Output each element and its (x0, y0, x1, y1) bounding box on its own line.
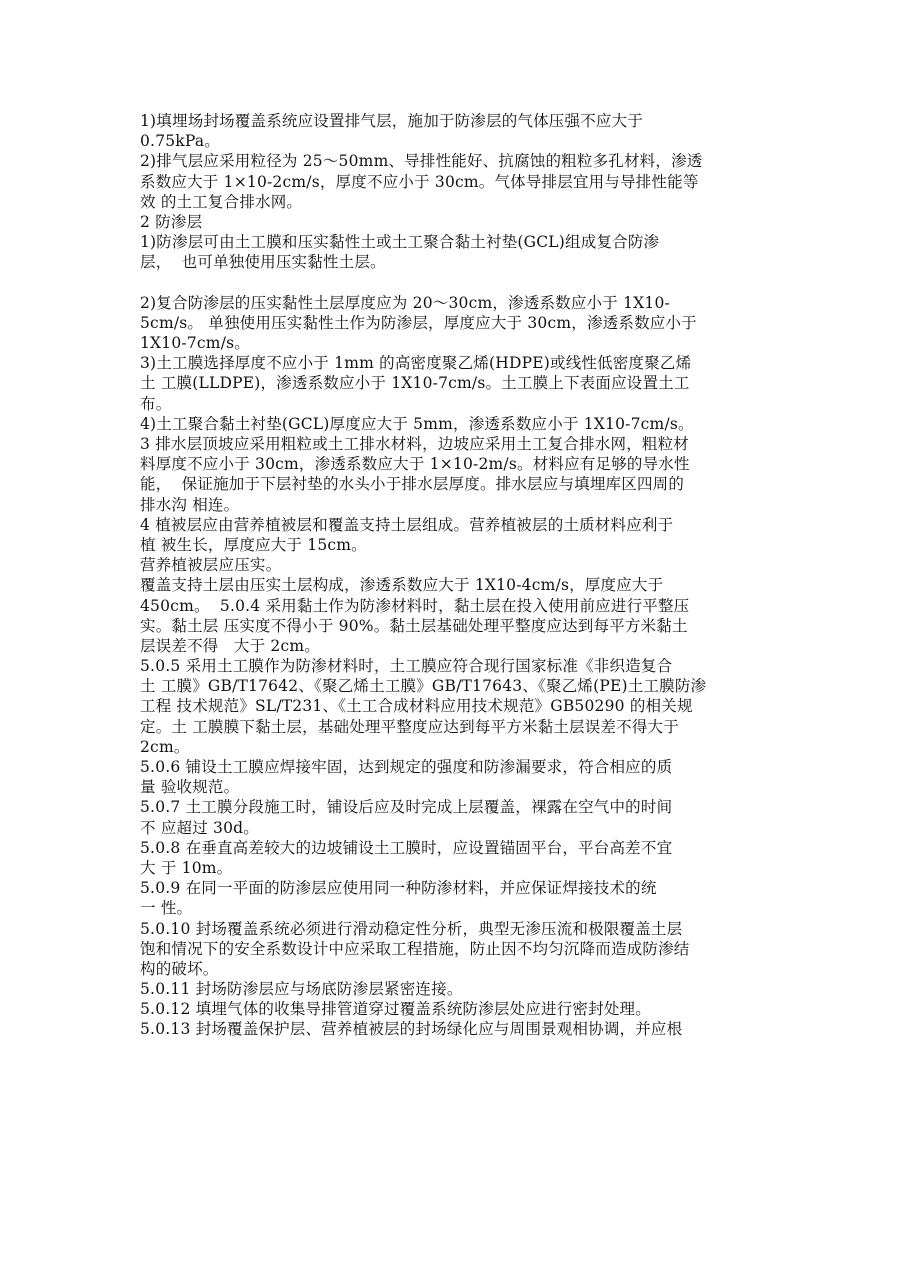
text-line: 0.75kPa。 (140, 132, 220, 151)
section-heading: 2 防渗层 (140, 212, 203, 231)
text-line: 覆盖支持土层由压实土层构成，渗透系数应大于 1X10-4cm/s，厚度应大于 (140, 576, 664, 595)
text-line: 5.0.8 在垂直高差较大的边坡铺设土工膜时，应设置锚固平台，平台高差不宜 (140, 838, 673, 857)
text-line: 5.0.10 封场覆盖系统必须进行滑动稳定性分析，典型无渗压流和极限覆盖土层 (140, 919, 683, 938)
blank-line (140, 273, 780, 293)
text-line: 大 于 10m。 (140, 858, 233, 877)
text-line: 排水沟 相连。 (140, 495, 240, 514)
text-line: 一 性。 (140, 899, 193, 918)
text-line: 不 应超过 30d。 (140, 818, 259, 837)
text-line: 4)土工聚合黏土衬垫(GCL)厚度应大于 5mm，渗透系数应小于 1X10-7cm/s。 (140, 414, 694, 433)
text-line: 5.0.9 在同一平面的防渗层应使用同一种防渗材料，并应保证焊接技术的统 (140, 879, 657, 898)
text-line: 5.0.7 土工膜分段施工时，铺设后应及时完成上层覆盖，裸露在空气中的时间 (140, 798, 673, 817)
text-line: 系数应大于 1×10-2cm/s，厚度不应小于 30cm。气体导排层宜用与导排性能等 (140, 172, 699, 191)
text-line: 3 排水层顶坡应采用粗粒或土工排水材料，边坡应采用土工复合排水网，粗粒材 (140, 435, 689, 453)
document-body (140, 111, 780, 1040)
text-line: 效 的土工复合排水网。 (140, 192, 303, 211)
text-line: 5.0.6 铺设土工膜应焊接牢固，达到规定的强度和防渗漏要求，符合相应的质 (140, 758, 673, 776)
text-line: 饱和情况下的安全系数设计中应采取工程措施，防止因不均匀沉降而造成防渗结 (140, 939, 690, 958)
text-line: 布。 (140, 394, 172, 413)
text-line: 2)复合防渗层的压实黏性土层厚度应为 20～30cm，渗透系数应小于 1X10- (140, 293, 670, 312)
text-line: 5.0.12 填埋气体的收集导排管道穿过覆盖系统防渗层处应进行密封处理。 (140, 1000, 651, 1019)
text-line: 土 工膜》GB/T17642、《聚乙烯土工膜》GB/T17643、《聚乙烯(PE)土工膜防渗 (140, 677, 707, 696)
text-line: 5.0.11 封场防渗层应与场底防渗层紧密连接。 (140, 980, 463, 999)
text-line: 5.0.5 采用土工膜作为防渗材料时，土工膜应符合现行国家标准《非织造复合 (140, 657, 673, 676)
text-line: 能， 保证施加于下层衬垫的水头小于排水层厚度。排水层应与填埋库区四周的 (140, 475, 685, 494)
text-line: 4 植被层应由营养植被层和覆盖支持土层组成。营养植被层的土质材料应利于 (140, 515, 674, 534)
text-line: 构的破坏。 (140, 959, 219, 978)
text-line: 450cm。 5.0.4 采用黏土作为防渗材料时，黏土层在投入使用前应进行平整压 (140, 596, 690, 615)
text-line: 量 验收规范。 (140, 778, 240, 797)
text-line: 土 工膜(LLDPE)，渗透系数应小于 1X10-7cm/s。土工膜上下表面应设置土工 (140, 374, 690, 393)
text-line: 料厚度不应小于 30cm，渗透系数应大于 1×10-2m/s。材料应有足够的导水性 (140, 455, 690, 474)
text-line: 定。土 工膜膜下黏土层，基础处理平整度应达到每平方米黏土层误差不得大于 (140, 717, 679, 736)
text-line: 2)排气层应采用粒径为 25～50mm、导排性能好、抗腐蚀的粗粒多孔材料，渗透 (140, 152, 703, 171)
text-line: 1X10-7cm/s。 (140, 334, 250, 353)
text-line: 2cm。 (140, 737, 190, 756)
text-line: 营养植被层应压实。 (140, 556, 282, 575)
text-line: 5cm/s。 单独使用压实黏性土作为防渗层，厚度应大于 30cm，渗透系数应小于 (140, 313, 697, 332)
text-line: 实。黏土层 压实度不得小于 90%。黏土层基础处理平整度应达到每平方米黏土 (140, 616, 688, 635)
text-line: 植 被生长，厚度应大于 15cm。 (140, 535, 367, 554)
text-line: 1)填埋场封场覆盖系统应设置排气层，施加于防渗层的气体压强不应大于 (140, 112, 644, 130)
text-line: 1)防渗层可由土工膜和压实黏性土或土工聚合黏土衬垫(GCL)组成复合防渗 (140, 233, 660, 252)
text-line: 层误差不得 大于 2cm。 (140, 636, 320, 655)
text-line: 3)土工膜选择厚度不应小于 1mm 的高密度聚乙烯(HDPE)或线性低密度聚乙烯 (140, 354, 692, 373)
text-line: 5.0.13 封场覆盖保护层、营养植被层的封场绿化应与周围景观相协调，并应根 (140, 1020, 683, 1039)
text-line: 工程 技术规范》SL/T231、《土工合成材料应用技术规范》GB50290 的相关规 (140, 697, 693, 716)
text-line: 层， 也可单独使用压实黏性土层。 (140, 253, 386, 272)
